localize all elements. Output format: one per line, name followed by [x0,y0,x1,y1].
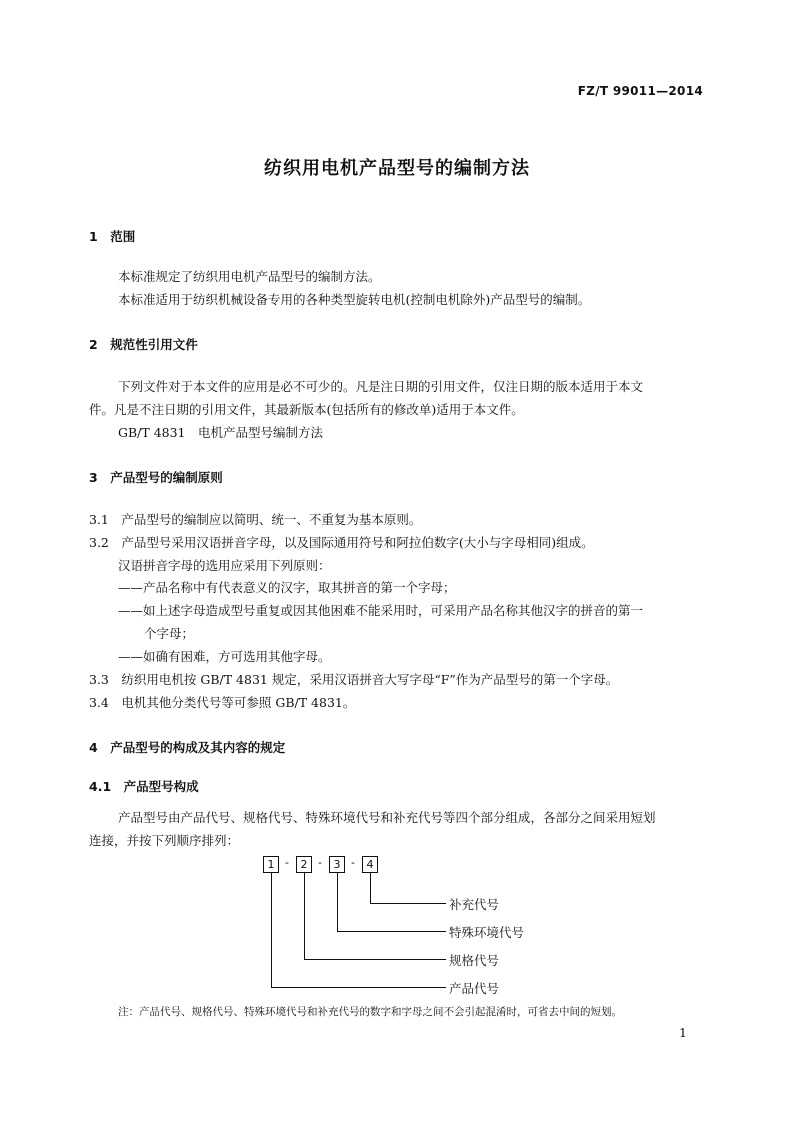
section-2-para-line-2: 件。凡是不注日期的引用文件，其最新版本(包括所有的修改单)适用于本文件。 [89,402,524,417]
bullet-3: ——如确有困难，方可选用其他字母。 [118,649,331,664]
leader-line-4-vertical [370,873,371,903]
label-supplementary-code: 补充代号 [449,897,500,912]
leader-line-1-horizontal [271,987,446,988]
section-2-para-line-1: 下列文件对于本文件的应用是必不可少的。凡是注日期的引用文件，仅注日期的版本适用于本文 [118,379,644,394]
bullet-1: ——产品名称中有代表意义的汉字，取其拼音的第一个字母； [118,580,456,595]
leader-line-4-horizontal [370,903,446,904]
clause-3-2-intro: 汉语拼音字母的选用应采用下列原则： [118,558,331,573]
section-3-heading: 3 产品型号的编制原则 [89,470,223,485]
label-product-code: 产品代号 [449,981,500,996]
clause-3-3: 3.3 纺织用电机按 GB/T 4831 规定，采用汉语拼音大写字母“F”作为产品型号的第一个字母。 [89,672,619,687]
subsection-4-1-heading: 4.1 产品型号构成 [89,779,199,794]
bullet-2-line-1: ——如上述字母造成型号重复或因其他困难不能采用时，可采用产品名称其他汉字的拼音的第一 [118,603,644,618]
diagram-separator: - [351,856,355,869]
leader-line-1-vertical [271,873,272,987]
section-4-heading: 4 产品型号的构成及其内容的规定 [89,740,286,755]
diagram-box-3: 3 [329,856,345,873]
clause-3-4: 3.4 电机其他分类代号等可参照 GB/T 4831。 [89,695,356,710]
note: 注：产品代号、规格代号、特殊环境代号和补充代号的数字和字母之间不会引起混淆时，可省去中间的短划。 [118,1006,622,1018]
diagram-separator: - [318,856,322,869]
section-4-para-line-2: 连接，并按下列顺序排列： [89,833,240,848]
page-title: 纺织用电机产品型号的编制方法 [264,158,530,179]
section-1-para-2: 本标准适用于纺织机械设备专用的各种类型旋转电机(控制电机除外)产品型号的编制。 [118,292,591,307]
clause-3-2: 3.2 产品型号采用汉语拼音字母，以及国际通用符号和阿拉伯数字(大小与字母相同)组成。 [89,535,594,550]
diagram-box-4: 4 [362,856,378,873]
section-1-heading: 1 范围 [89,229,136,244]
leader-line-2-vertical [304,873,305,959]
normative-reference: GB/T 4831 电机产品型号编制方法 [118,425,324,440]
diagram-box-2: 2 [296,856,312,873]
label-specification-code: 规格代号 [449,953,500,968]
label-special-environment-code: 特殊环境代号 [449,925,525,940]
leader-line-3-vertical [337,873,338,931]
bullet-2-line-2: 个字母； [144,626,195,641]
diagram-box-1: 1 [263,856,279,873]
leader-line-3-horizontal [337,931,446,932]
leader-line-2-horizontal [304,959,446,960]
section-1-para-1: 本标准规定了纺织用电机产品型号的编制方法。 [118,269,381,284]
clause-3-1: 3.1 产品型号的编制应以简明、统一、不重复为基本原则。 [89,512,422,527]
standard-number: FZ/T 99011—2014 [577,84,703,98]
section-2-heading: 2 规范性引用文件 [89,337,198,352]
diagram-separator: - [285,856,289,869]
section-4-para-line-1: 产品型号由产品代号、规格代号、特殊环境代号和补充代号等四个部分组成，各部分之间采用短划 [118,810,656,825]
page-number: 1 [679,1025,687,1040]
